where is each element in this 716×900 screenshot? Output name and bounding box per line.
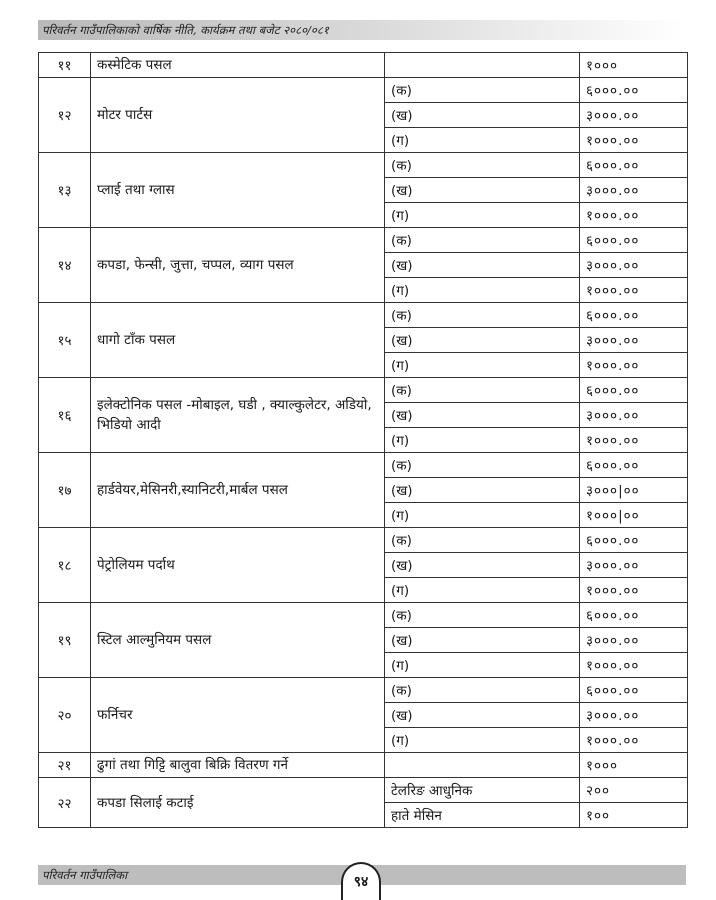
fee-amount: ३०००.०० <box>580 253 688 278</box>
business-type: फर्निचर <box>91 678 385 753</box>
table-row <box>39 453 688 478</box>
grade-label: (ग) <box>385 578 580 603</box>
fee-amount: ३०००.०० <box>580 328 688 353</box>
fee-amount: ३०००.०० <box>580 703 688 728</box>
fee-amount: १०००.०० <box>580 353 688 378</box>
grade-label: (ख) <box>385 478 580 503</box>
business-type: कस्मेटिक पसल <box>91 53 385 78</box>
grade-label: (ख) <box>385 703 580 728</box>
grade-label: (क) <box>385 153 580 178</box>
fee-amount: ३०००|०० <box>580 478 688 503</box>
fee-amount: २०० <box>580 778 688 803</box>
fee-amount: ६०००.०० <box>580 153 688 178</box>
fee-amount: ३०००.०० <box>580 103 688 128</box>
table-row <box>39 528 688 553</box>
serial-number: २० <box>39 678 91 753</box>
serial-number: १७ <box>39 453 91 528</box>
fee-amount: ६०००.०० <box>580 678 688 703</box>
fee-amount: १००० <box>580 753 688 778</box>
grade-label: (क) <box>385 303 580 328</box>
serial-number: २२ <box>39 778 91 828</box>
business-type: हार्डवेयर,मेसिनरी,स्यानिटरी,मार्बल पसल <box>91 453 385 528</box>
grade-label: (ग) <box>385 353 580 378</box>
grade-label: (क) <box>385 603 580 628</box>
grade-label: (क) <box>385 453 580 478</box>
table-row <box>39 678 688 703</box>
fee-amount: ६०००.०० <box>580 603 688 628</box>
grade-label: (ख) <box>385 328 580 353</box>
fee-amount: ३०००.०० <box>580 178 688 203</box>
table-row <box>39 303 688 328</box>
header-title: परिवर्तन गाउँपालिकाको वार्षिक नीति, कार्यक्रम तथा बजेट २०८०/०८१ <box>42 23 329 37</box>
page-header <box>38 20 686 40</box>
table-row <box>39 778 688 803</box>
page-number: ९४ <box>341 862 381 900</box>
grade-label: (क) <box>385 78 580 103</box>
serial-number: १८ <box>39 528 91 603</box>
fee-amount: १०००.०० <box>580 653 688 678</box>
grade-label: (ग) <box>385 203 580 228</box>
grade-label: (ग) <box>385 128 580 153</box>
fee-amount: १०० <box>580 803 688 828</box>
fee-amount: १०००.०० <box>580 578 688 603</box>
fee-amount: ३०००.०० <box>580 403 688 428</box>
serial-number: १५ <box>39 303 91 378</box>
grade-label: (ग) <box>385 278 580 303</box>
fee-amount: १०००.०० <box>580 728 688 753</box>
fee-table-body <box>39 53 688 828</box>
fee-amount: ६०००.०० <box>580 228 688 253</box>
fee-amount: ६०००.०० <box>580 303 688 328</box>
table-row <box>39 53 688 78</box>
grade-label: हाते मेसिन <box>385 803 580 828</box>
business-type: ढुगां तथा गिट्टि बालुवा बिक्रि वितरण गर्ने <box>91 753 385 778</box>
business-type: प्लाई तथा ग्लास <box>91 153 385 228</box>
grade-label: (ग) <box>385 428 580 453</box>
fee-amount: ६०००.०० <box>580 528 688 553</box>
fee-amount: १०००.०० <box>580 428 688 453</box>
grade-label: (ग) <box>385 503 580 528</box>
serial-number: ११ <box>39 53 91 78</box>
fee-amount: १०००|०० <box>580 503 688 528</box>
fee-amount: ६०००.०० <box>580 378 688 403</box>
grade-label: (ख) <box>385 253 580 278</box>
table-row <box>39 753 688 778</box>
grade-label: (ख) <box>385 178 580 203</box>
table-row <box>39 603 688 628</box>
grade-label: (क) <box>385 528 580 553</box>
fee-amount: ६०००.०० <box>580 78 688 103</box>
grade-label: (ख) <box>385 403 580 428</box>
grade-label: (ख) <box>385 553 580 578</box>
grade-label <box>385 53 580 78</box>
serial-number: १९ <box>39 603 91 678</box>
grade-label: टेलरिङ आधुनिक <box>385 778 580 803</box>
fee-amount: १००० <box>580 53 688 78</box>
serial-number: १२ <box>39 78 91 153</box>
serial-number: १६ <box>39 378 91 453</box>
footer-label: परिवर्तन गाउँपालिका <box>42 868 128 882</box>
grade-label: (ख) <box>385 628 580 653</box>
fee-amount: १०००.०० <box>580 278 688 303</box>
fee-table <box>38 52 688 828</box>
grade-label: (क) <box>385 378 580 403</box>
serial-number: २१ <box>39 753 91 778</box>
table-row <box>39 378 688 403</box>
grade-label: (ग) <box>385 653 580 678</box>
business-type: पेट्रोलियम पर्दाथ <box>91 528 385 603</box>
grade-label: (क) <box>385 228 580 253</box>
business-type: कपडा सिलाई कटाई <box>91 778 385 828</box>
grade-label: (ख) <box>385 103 580 128</box>
fee-amount: ६०००.०० <box>580 453 688 478</box>
fee-amount: ३०००.०० <box>580 553 688 578</box>
fee-amount: १०००.०० <box>580 203 688 228</box>
grade-label: (क) <box>385 678 580 703</box>
business-type: इलेक्टोनिक पसल -मोबाइल, घडी , क्याल्कुलेटर, अडियो, भिडियो आदी <box>91 378 385 453</box>
grade-label <box>385 753 580 778</box>
fee-amount: ३०००.०० <box>580 628 688 653</box>
table-row <box>39 153 688 178</box>
serial-number: १३ <box>39 153 91 228</box>
table-row <box>39 228 688 253</box>
grade-label: (ग) <box>385 728 580 753</box>
business-type: मोटर पार्टस <box>91 78 385 153</box>
table-row <box>39 78 688 103</box>
business-type: कपडा, फेन्सी, जुत्ता, चप्पल, व्याग पसल <box>91 228 385 303</box>
serial-number: १४ <box>39 228 91 303</box>
business-type: धागो टाँक पसल <box>91 303 385 378</box>
business-type: स्टिल आल्मुनियम पसल <box>91 603 385 678</box>
fee-amount: १०००.०० <box>580 128 688 153</box>
